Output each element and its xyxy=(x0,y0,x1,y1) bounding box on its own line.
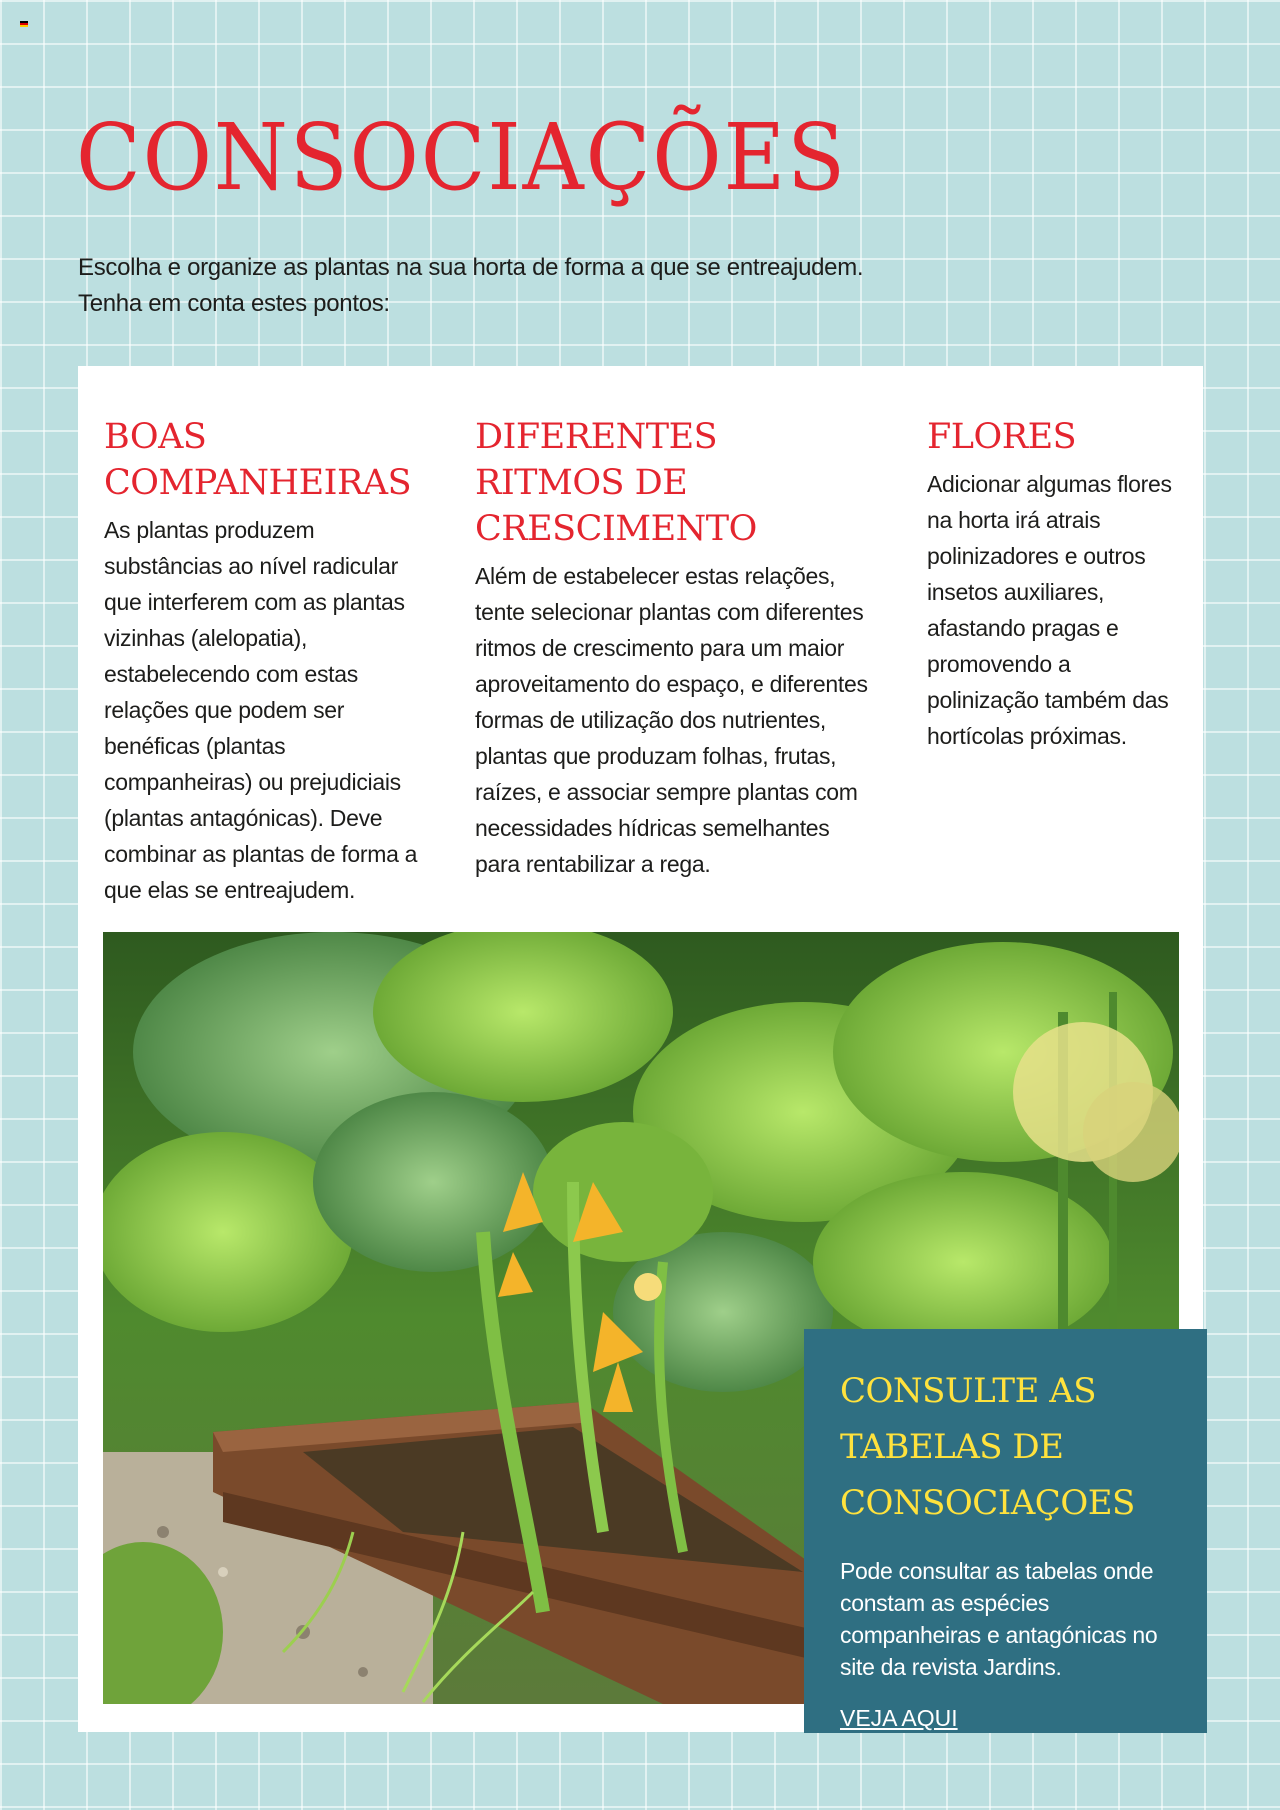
column-diferentes-ritmos xyxy=(475,414,875,882)
page-title: CONSOCIAÇÕES xyxy=(76,104,847,211)
language-flag-icon[interactable] xyxy=(20,21,28,27)
column-text: As plantas produzem substâncias ao nível radicular que interferem com as plantas vizinhas (alelopatia), estabelecendo com estas relações que podem ser benéficas (plantas companheiras) ou prejudiciais (plantas antagónicas). Deve combinar as plantas de forma a que elas se entreajudem. xyxy=(104,517,418,903)
info-box xyxy=(804,1329,1207,1733)
column-flores xyxy=(927,414,1177,754)
column-text: Adicionar algumas flores na horta irá atrais polinizadores e outros insetos auxiliares, afastando pragas e promovendo a polinização também das hortícolas próximas. xyxy=(927,471,1172,749)
column-heading: DIFERENTES RITMOS DE CRESCIMENTO xyxy=(475,417,757,549)
intro-text xyxy=(78,250,978,322)
column-heading: BOAS COMPANHEIRAS xyxy=(104,417,412,503)
info-box-title: CONSULTE AS TABELAS DE CONSOCIAÇOES xyxy=(840,1371,1135,1523)
column-heading: FLORES xyxy=(927,417,1077,457)
intro-line-2: Tenha em conta estes pontos: xyxy=(78,290,390,317)
column-boas-companheiras xyxy=(104,414,434,908)
veja-aqui-link[interactable]: VEJA AQUI xyxy=(840,1705,958,1731)
info-box-text: Pode consultar as tabelas onde constam as espécies companheiras e antagónicas no site da revista Jardins. xyxy=(840,1558,1158,1680)
column-text: Além de estabelecer estas relações, tente selecionar plantas com diferentes ritmos de crescimento para um maior aproveitamento do espaço, e diferentes formas de utilização dos nutrientes, plantas que produzam folhas, frutas, raízes, e associar sempre plantas com necessidades hídricas semelhantes para rentabilizar a rega. xyxy=(475,563,868,877)
intro-line-1: Escolha e organize as plantas na sua horta de forma a que se entreajudem. xyxy=(78,254,864,281)
